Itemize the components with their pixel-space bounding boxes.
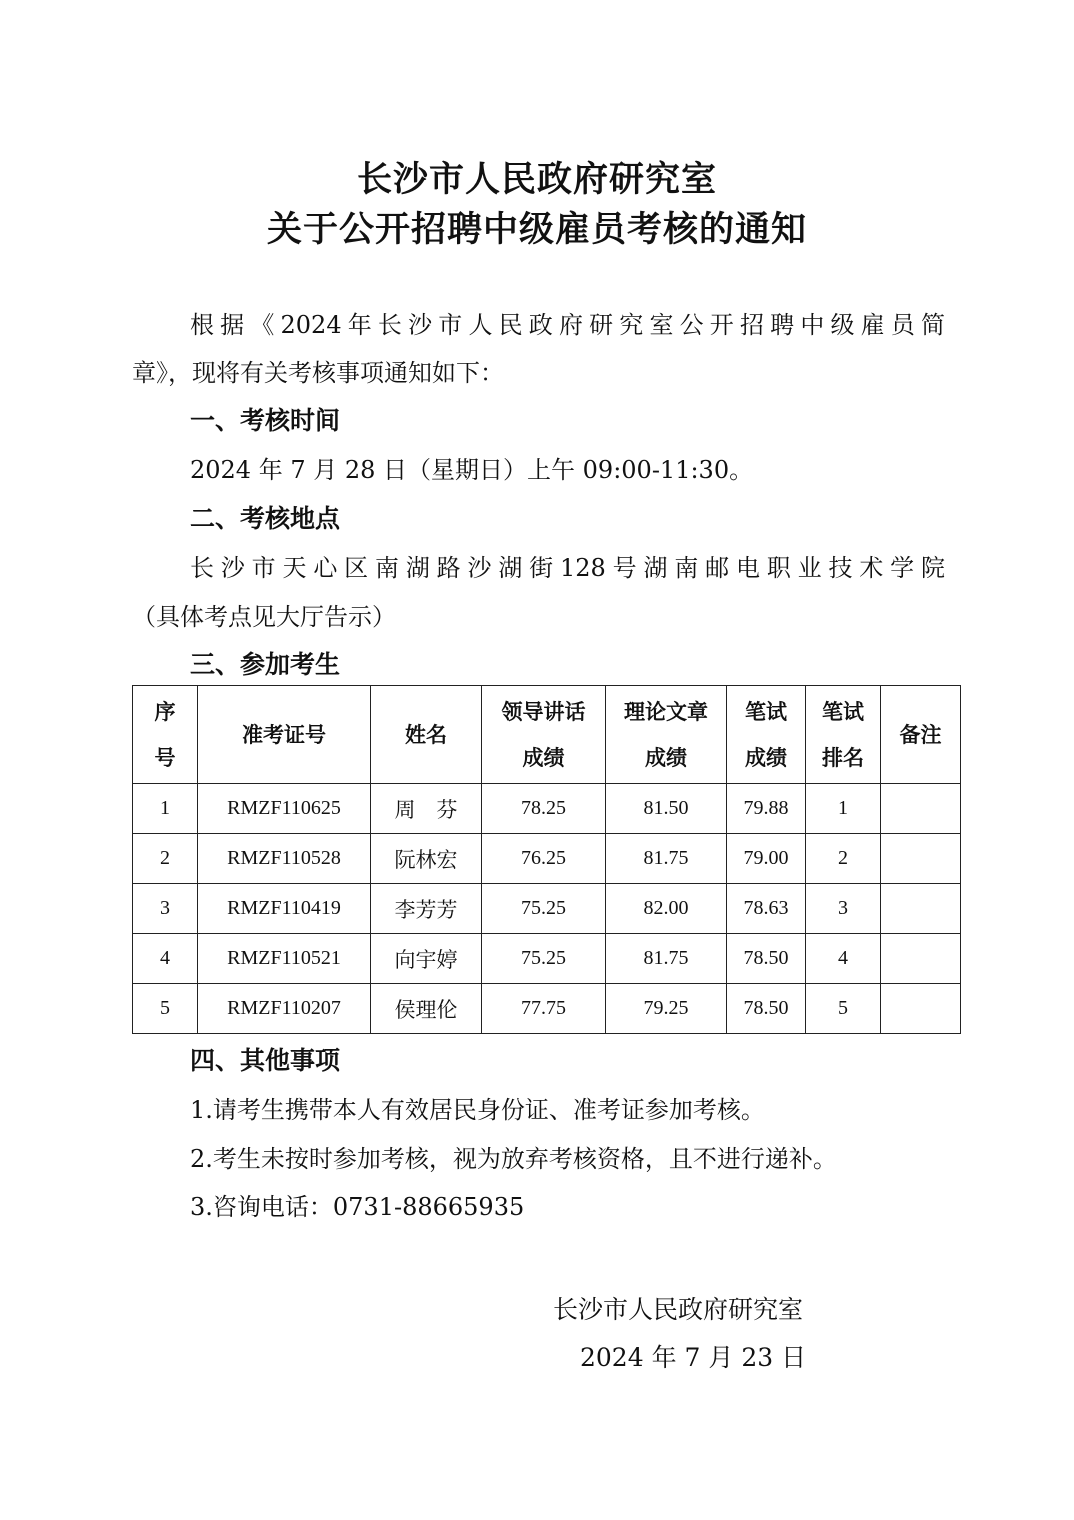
cell-note (881, 834, 961, 884)
header-written: 笔试 成绩 (727, 686, 806, 784)
intro-line2: 章》，现将有关考核事项通知如下： (132, 359, 504, 387)
exam-location-line2: （具体考点见大厅告示） (132, 603, 396, 631)
cell-name: 向宇婷 (371, 934, 482, 984)
cell-essay: 81.75 (606, 934, 727, 984)
section4-heading: 四、其他事项 (190, 1046, 341, 1075)
cell-ticket: RMZF110521 (198, 934, 371, 984)
cell-rank: 3 (806, 884, 881, 934)
document-title-line1: 长沙市人民政府研究室 (356, 160, 717, 200)
table-row (133, 884, 961, 934)
exam-time-text: 2024 年 7 月 28 日（星期日）上午 09:00-11:30。 (190, 456, 754, 484)
header-note: 备注 (881, 686, 961, 784)
cell-speech: 75.25 (482, 934, 606, 984)
cell-name: 周 芬 (371, 784, 482, 834)
cell-ticket: RMZF110419 (198, 884, 371, 934)
cell-written: 79.88 (727, 784, 806, 834)
notice-item-3: 3.咨询电话：0731-88665935 (190, 1193, 525, 1221)
cell-speech: 75.25 (482, 884, 606, 934)
table-row (133, 784, 961, 834)
candidate-table (132, 685, 961, 1034)
header-rank: 笔试 排名 (806, 686, 881, 784)
cell-ticket: RMZF110625 (198, 784, 371, 834)
intro-line1: 根据《2024年长沙市人民政府研究室公开招聘中级雇员简 (190, 311, 945, 339)
section1-heading: 一、考核时间 (190, 406, 341, 435)
cell-rank: 2 (806, 834, 881, 884)
cell-written: 78.63 (727, 884, 806, 934)
cell-speech: 77.75 (482, 984, 606, 1034)
cell-rank: 1 (806, 784, 881, 834)
header-essay: 理论文章 成绩 (606, 686, 727, 784)
signature-date: 2024 年 7 月 23 日 (580, 1343, 807, 1372)
cell-seq: 5 (133, 984, 198, 1034)
notice-item-1: 1.请考生携带本人有效居民身份证、准考证参加考核。 (190, 1096, 765, 1124)
cell-note (881, 784, 961, 834)
cell-speech: 78.25 (482, 784, 606, 834)
cell-name: 侯理伦 (371, 984, 482, 1034)
cell-note (881, 884, 961, 934)
cell-written: 78.50 (727, 984, 806, 1034)
cell-essay: 79.25 (606, 984, 727, 1034)
cell-seq: 3 (133, 884, 198, 934)
cell-seq: 2 (133, 834, 198, 884)
table-row (133, 934, 961, 984)
cell-ticket: RMZF110207 (198, 984, 371, 1034)
document-title-line2: 关于公开招聘中级雇员考核的通知 (266, 210, 807, 250)
cell-seq: 4 (133, 934, 198, 984)
table-header-row (133, 686, 961, 784)
cell-note (881, 934, 961, 984)
cell-rank: 5 (806, 984, 881, 1034)
cell-name: 阮林宏 (371, 834, 482, 884)
signature-org: 长沙市人民政府研究室 (553, 1295, 804, 1324)
cell-seq: 1 (133, 784, 198, 834)
cell-speech: 76.25 (482, 834, 606, 884)
header-ticket: 准考证号 (198, 686, 371, 784)
section3-heading: 三、参加考生 (190, 650, 341, 679)
cell-essay: 82.00 (606, 884, 727, 934)
table-row (133, 984, 961, 1034)
table-row (133, 834, 961, 884)
exam-location-line1: 长沙市天心区南湖路沙湖街128号湖南邮电职业技术学院 (190, 554, 945, 582)
section2-heading: 二、考核地点 (190, 504, 341, 533)
cell-essay: 81.50 (606, 784, 727, 834)
cell-written: 79.00 (727, 834, 806, 884)
cell-ticket: RMZF110528 (198, 834, 371, 884)
cell-name: 李芳芳 (371, 884, 482, 934)
cell-written: 78.50 (727, 934, 806, 984)
cell-note (881, 984, 961, 1034)
cell-rank: 4 (806, 934, 881, 984)
notice-item-2: 2.考生未按时参加考核，视为放弃考核资格，且不进行递补。 (190, 1145, 837, 1173)
header-name: 姓名 (371, 686, 482, 784)
header-speech: 领导讲话 成绩 (482, 686, 606, 784)
header-seq: 序 号 (133, 686, 198, 784)
cell-essay: 81.75 (606, 834, 727, 884)
